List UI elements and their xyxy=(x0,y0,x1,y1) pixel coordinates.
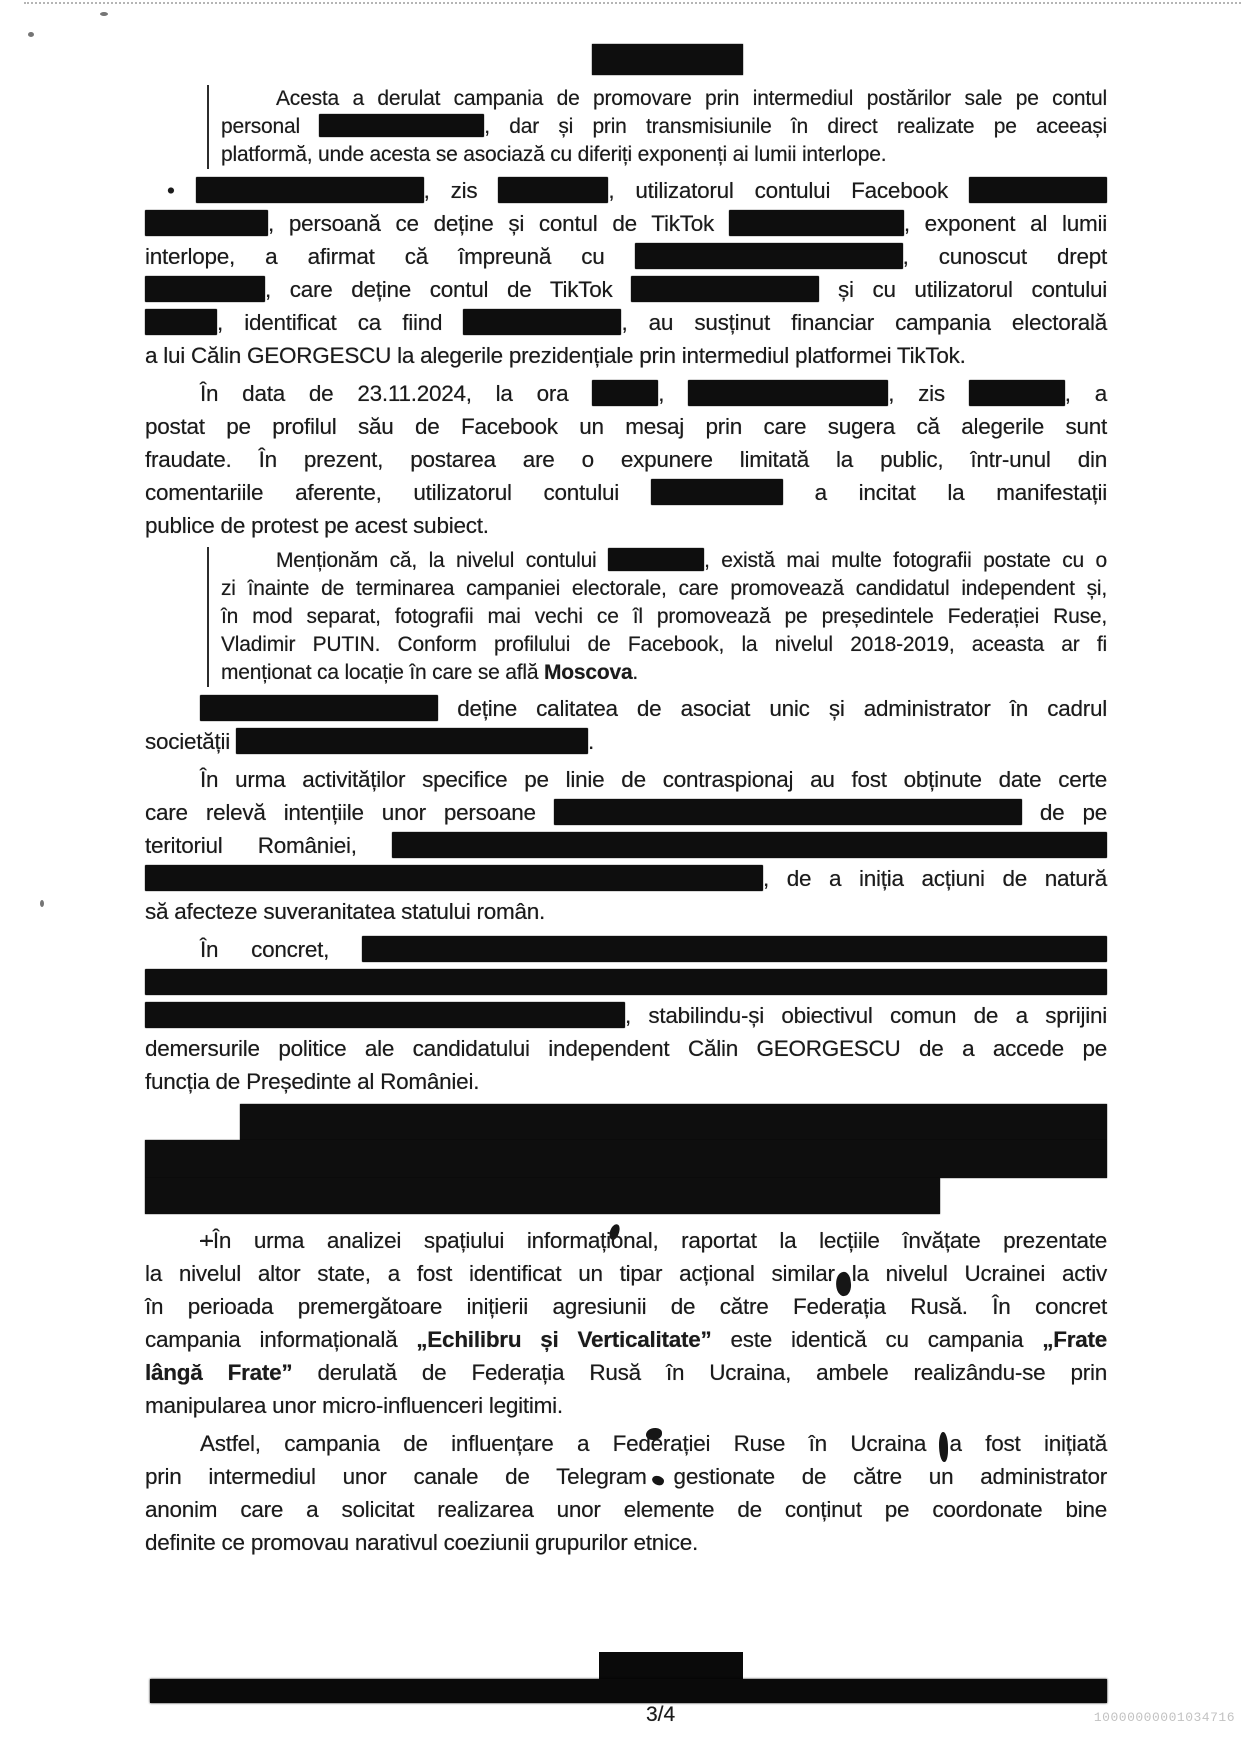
text-segment: campania informațională xyxy=(145,1327,417,1352)
text-line xyxy=(145,1257,1107,1290)
redacted-text xyxy=(608,548,704,571)
text-line xyxy=(145,999,1107,1032)
text-line xyxy=(145,796,1107,829)
text-segment: interlope, a afirmat că împreună cu xyxy=(145,244,635,269)
text-line xyxy=(221,631,1107,659)
text-segment: societății xyxy=(145,729,237,754)
text-segment: platformă, unde acesta se asociază cu diferiți exponenți ai lumii interlope. xyxy=(221,143,887,166)
text-segment: . xyxy=(632,661,639,684)
text-line xyxy=(221,547,1107,575)
text-line xyxy=(145,725,1107,758)
text-segment: zi înainte de terminarea campaniei electorale, care promovează candidatul independent și, xyxy=(221,577,1107,600)
redacted-text xyxy=(392,832,1107,858)
redacted-text xyxy=(362,936,1107,962)
text-segment: , au susținut financiar campania electorală xyxy=(621,310,1107,335)
text-line xyxy=(221,575,1107,603)
text-segment: este identică cu campania xyxy=(711,1327,1043,1352)
text-line xyxy=(145,829,1107,862)
paragraph xyxy=(145,933,1107,1098)
scan-speck xyxy=(100,12,108,16)
text-segment: , zis xyxy=(423,178,499,203)
paragraph xyxy=(145,377,1107,542)
text-segment: În concret, xyxy=(200,937,362,962)
redacted-text xyxy=(592,44,743,75)
text-segment: teritoriul României, xyxy=(145,833,392,858)
text-segment: , dar și prin transmisiunile în direct realizate pe aceeași xyxy=(484,115,1107,138)
redacted-text xyxy=(631,276,819,302)
text-segment: care relevă intențiile unor persoane xyxy=(145,800,554,825)
text-line xyxy=(145,377,1107,410)
text-segment: , cunoscut drept xyxy=(902,244,1107,269)
redacted-text xyxy=(651,479,783,505)
text-segment: postat pe profilul său de Facebook un mesaj prin care sugera că alegerile sunt xyxy=(145,414,1107,439)
text-line xyxy=(221,141,1107,169)
redacted-text xyxy=(145,1178,940,1214)
text-segment: „Frate xyxy=(1042,1327,1107,1352)
text-segment: derulată de Federația Rusă în Ucraina, ambele realizându-se prin xyxy=(292,1360,1107,1385)
redacted-text xyxy=(236,728,588,754)
redacted-text xyxy=(145,210,268,236)
scan-artifact-line xyxy=(24,2,1241,4)
text-line xyxy=(145,410,1107,443)
redacted-text xyxy=(592,380,658,406)
document-code: 10000000001034716 xyxy=(1093,1710,1235,1725)
text-line xyxy=(145,862,1107,895)
text-line xyxy=(145,273,1107,306)
text-segment: fraudate. În prezent, postarea are o expunere limitată la public, într-unul din xyxy=(145,447,1107,472)
text-segment: , exponent al lumii xyxy=(903,211,1107,236)
text-segment: , care deține contul de TikTok xyxy=(265,277,632,302)
paragraph xyxy=(145,174,1107,372)
paragraph xyxy=(145,763,1107,928)
text-segment: , de a iniția acțiuni de natură xyxy=(763,866,1107,891)
text-line xyxy=(145,1224,1107,1257)
text-line xyxy=(145,509,1107,542)
redaction-block xyxy=(145,1104,1107,1214)
text-segment: manipularea unor micro-influenceri legitimi. xyxy=(145,1393,563,1418)
text-line xyxy=(145,1493,1107,1526)
scan-speck xyxy=(40,900,44,907)
text-line xyxy=(145,763,1107,796)
redacted-text xyxy=(969,177,1107,203)
footer-redaction-tab xyxy=(599,1652,743,1681)
text-segment: , identificat ca fiind xyxy=(217,310,464,335)
text-line xyxy=(145,476,1107,509)
text-segment: la nivelul altor state, a fost identificat un tipar acțional similar la nivelul Ucrainei activ xyxy=(145,1261,1107,1286)
text-line xyxy=(145,1290,1107,1323)
document-body xyxy=(145,38,1107,1564)
text-segment: publice de protest pe acest subiect. xyxy=(145,513,489,538)
text-line xyxy=(145,174,1107,207)
text-segment: menționat ca locație în care se află xyxy=(221,661,544,684)
text-segment: Menționăm că, la nivelul contului xyxy=(276,549,609,572)
text-segment: comentariile aferente, utilizatorul contului xyxy=(145,480,651,505)
redacted-text xyxy=(145,309,217,335)
text-line xyxy=(145,1065,1107,1098)
redacted-text xyxy=(319,114,484,137)
redacted-text xyxy=(463,309,621,335)
text-line xyxy=(145,966,1107,999)
text-segment: funcția de Președinte al României. xyxy=(145,1069,480,1094)
redaction-block xyxy=(145,44,1107,75)
text-segment: lângă Frate” xyxy=(145,1360,293,1385)
text-segment: „Echilibru și Verticalitate” xyxy=(416,1327,712,1352)
text-segment: a lui Călin GEORGESCU la alegerile prezidențiale prin intermediul platformei TikTok. xyxy=(145,343,966,368)
text-segment: în perioada premergătoare inițierii agresiunii de către Federația Rusă. În concret xyxy=(145,1294,1107,1319)
text-segment: Moscova xyxy=(543,661,633,684)
text-segment: definite ce promovau narativul coeziunii grupurilor etnice. xyxy=(145,1530,699,1555)
text-line xyxy=(221,85,1107,113)
text-segment: deține calitatea de asociat unic și administrator în cadrul xyxy=(438,696,1107,721)
text-segment: , a xyxy=(1064,381,1107,406)
text-line xyxy=(145,339,1107,372)
text-segment: , xyxy=(658,381,689,406)
paragraph xyxy=(207,85,1107,169)
text-segment: . xyxy=(588,729,595,754)
redacted-text xyxy=(554,799,1022,825)
text-segment: În urma analizei spațiului informațional, raportat la lecțiile învățate prezentate xyxy=(212,1228,1107,1253)
text-segment: , există mai multe fotografii postate cu o xyxy=(704,549,1108,572)
text-line xyxy=(145,933,1107,966)
redacted-text xyxy=(145,1140,1107,1178)
text-segment: Acesta a derulat campania de promovare prin intermediul postărilor sale pe contul xyxy=(276,87,1107,110)
paragraph xyxy=(207,547,1107,687)
text-line xyxy=(221,659,1107,687)
text-segment: să afecteze suveranitatea statului român. xyxy=(145,899,545,924)
footer-redaction-bar xyxy=(150,1679,1107,1703)
text-segment: + xyxy=(200,1228,213,1253)
text-segment: , utilizatorul contului Facebook xyxy=(608,178,969,203)
text-segment: prin intermediul unor canale de Telegram gestionate de către un administrator xyxy=(145,1464,1107,1489)
text-segment: și cu utilizatorul contului xyxy=(819,277,1107,302)
scan-speck xyxy=(28,32,34,37)
text-segment: anonim care a solicitat realizarea unor elemente de conținut pe coordonate bine xyxy=(145,1497,1107,1522)
text-line xyxy=(145,1427,1107,1460)
redacted-text xyxy=(498,177,608,203)
text-segment: în mod separat, fotografii mai vechi ce îl promovează pe președintele Federației Ruse, xyxy=(221,605,1107,628)
text-line xyxy=(145,692,1107,725)
text-segment: a incitat la manifestații xyxy=(782,480,1108,505)
text-line xyxy=(145,443,1107,476)
page-number: 3/4 xyxy=(646,1703,676,1726)
text-line xyxy=(221,603,1107,631)
text-line xyxy=(145,1526,1107,1559)
text-segment: , zis xyxy=(888,381,969,406)
text-segment: În data de 23.11.2024, la ora xyxy=(200,381,593,406)
text-line xyxy=(145,1323,1107,1356)
text-line xyxy=(145,240,1107,273)
paragraph xyxy=(145,1224,1107,1422)
text-line xyxy=(145,1356,1107,1389)
redacted-text xyxy=(145,1002,625,1028)
redacted-text xyxy=(200,695,438,721)
redacted-text xyxy=(969,380,1065,406)
text-segment: Astfel, campania de influențare a Federației Ruse în Ucraina a fost inițiată xyxy=(200,1431,1107,1456)
redacted-text xyxy=(729,210,904,236)
text-line xyxy=(145,1032,1107,1065)
text-segment: În urma activităților specifice pe linie de contraspionaj au fost obținute date certe xyxy=(200,767,1107,792)
text-line xyxy=(145,1460,1107,1493)
text-segment: Vladimir PUTIN. Conform profilului de Facebook, la nivelul 2018-2019, aceasta ar fi xyxy=(221,633,1107,656)
text-segment: , stabilindu-și obiectivul comun de a sprijini xyxy=(625,1003,1107,1028)
text-segment: personal xyxy=(221,115,320,138)
text-segment: de pe xyxy=(1021,800,1108,825)
text-line xyxy=(145,1389,1107,1422)
text-segment: • xyxy=(167,178,196,203)
text-segment: demersurile politice ale candidatului independent Călin GEORGESCU de a accede pe xyxy=(145,1036,1107,1061)
redacted-text xyxy=(196,177,424,203)
redacted-text xyxy=(240,1104,1107,1140)
redacted-text xyxy=(145,276,265,302)
text-line xyxy=(145,207,1107,240)
text-segment: , persoană ce deține și contul de TikTok xyxy=(268,211,729,236)
text-line xyxy=(221,113,1107,141)
redacted-text xyxy=(145,865,763,891)
redacted-text xyxy=(145,969,1107,995)
paragraph xyxy=(145,692,1107,758)
redacted-text xyxy=(688,380,888,406)
redacted-text xyxy=(635,243,903,269)
text-line xyxy=(145,895,1107,928)
text-line xyxy=(145,306,1107,339)
paragraph xyxy=(145,1427,1107,1559)
